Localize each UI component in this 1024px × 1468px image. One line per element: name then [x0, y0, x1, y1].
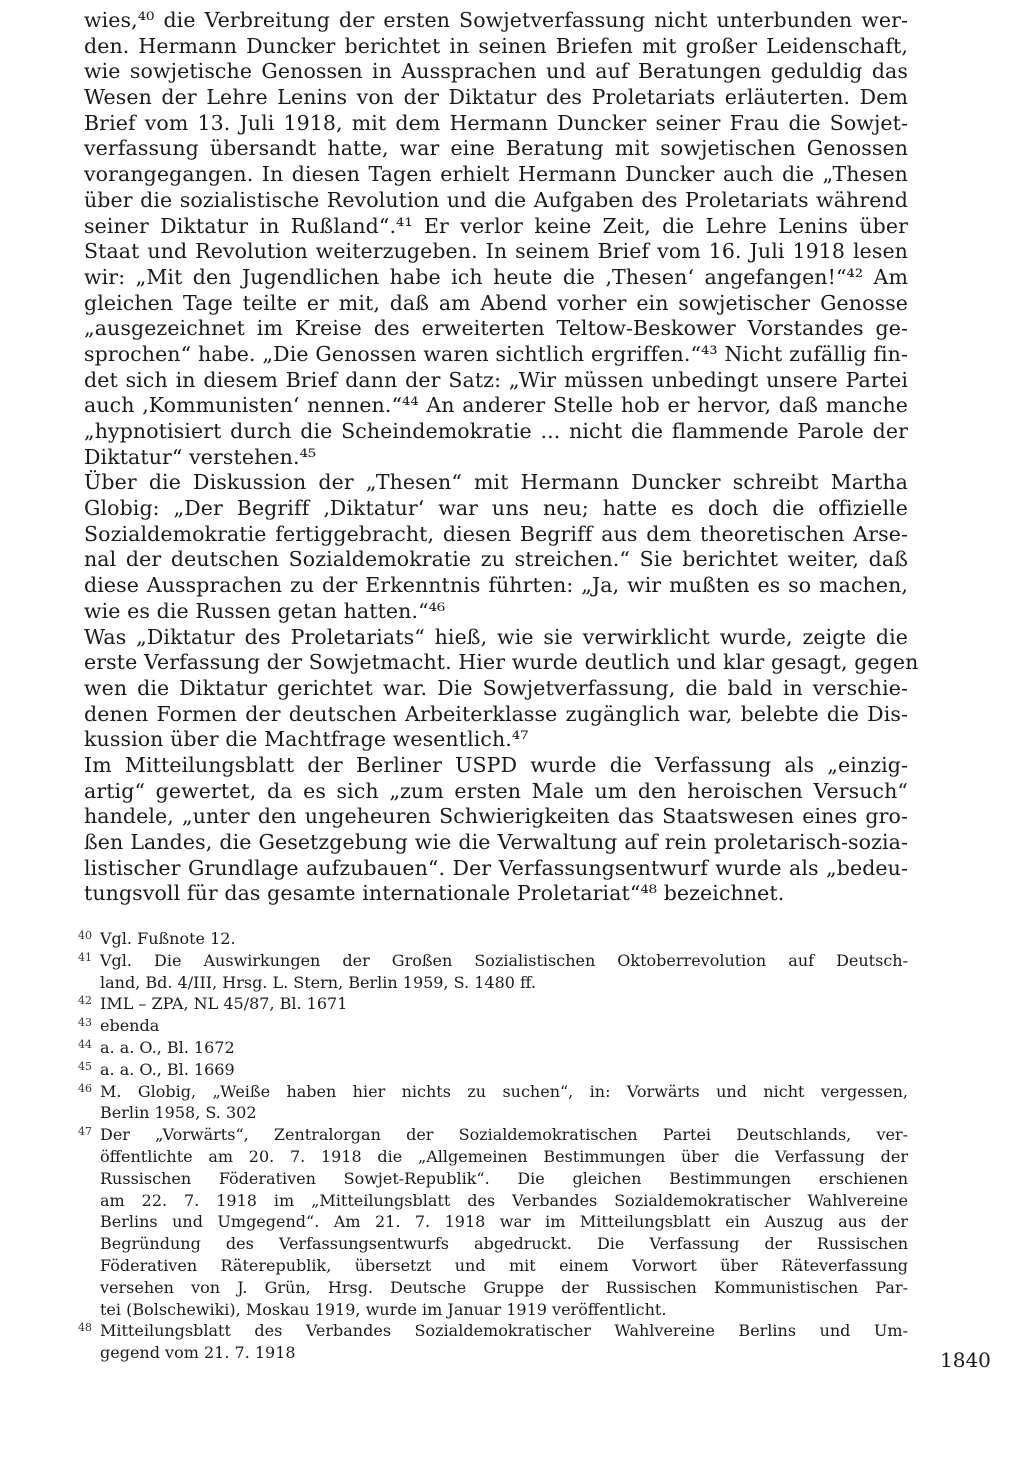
paragraph: [84, 470, 908, 624]
footnote-number: 44: [78, 1037, 92, 1051]
text-line: wie sowjetische Genossen in Aussprachen und auf Beratungen geduldig das: [84, 59, 908, 84]
page-number: 1840: [940, 1348, 991, 1372]
footnote-line: öffentlichte am 20. 7. 1918 die „Allgemeinen Bestimmungen über die Verfassung der: [100, 1146, 908, 1166]
footnote-line: Mitteilungsblatt des Verbandes Sozialdemokratischer Wahlvereine Berlins und Um-: [100, 1321, 908, 1341]
text-line: gleichen Tage teilte er mit, daß am Abend vorher ein sowjetischer Genosse: [84, 290, 908, 315]
paragraph: [84, 624, 919, 753]
text-line: Globig: „Der Begriff ‚Diktatur‘ war uns neu; hatte es doch die offizielle: [84, 496, 908, 521]
footnote-line: Der „Vorwärts“, Zentralorgan der Sozialdemokratischen Partei Deutschlands, ver-: [100, 1125, 908, 1145]
footnote-line: Begründung des Verfassungsentwurfs abgedruckt. Die Verfassung der Russischen: [100, 1234, 908, 1254]
text-line: vorangegangen. In diesen Tagen erhielt Hermann Duncker auch die „Thesen: [84, 162, 908, 187]
text-line: Was „Diktatur des Proletariats“ hieß, wie sie verwirklicht wurde, zeigte die: [84, 624, 908, 649]
footnote-number: 47: [78, 1125, 92, 1139]
footnote-line: land, Bd. 4/III, Hrsg. L. Stern, Berlin 1959, S. 1480 ff.: [100, 972, 536, 992]
text-line: auch ‚Kommunisten‘ nennen.“⁴⁴ An anderer Stelle hob er hervor, daß manche: [84, 393, 908, 418]
text-line: Brief vom 13. Juli 1918, mit dem Hermann Duncker seiner Frau die Sowjet-: [84, 110, 908, 135]
text-line: kussion über die Machtfrage wesentlich.⁴⁷: [84, 727, 529, 752]
footnote-text: [100, 1081, 908, 1125]
footnote-number: 43: [78, 1016, 92, 1030]
footnote-number: 42: [78, 994, 92, 1008]
text-line: „hypnotisiert durch die Scheindemokratie ... nicht die flammende Parole der: [84, 419, 908, 443]
footnote-text: [100, 950, 908, 994]
text-line: wies,⁴⁰ die Verbreitung der ersten Sowjetverfassung nicht unterbunden wer-: [84, 8, 908, 32]
text-line: ßen Landes, die Gesetzgebung wie die Verwaltung auf rein proletarisch-sozia-: [84, 830, 908, 854]
text-line: handele, „unter den ungeheuren Schwierigkeiten das Staatswesen eines gro-: [84, 804, 908, 829]
footnote-line: M. Globig, „Weiße haben hier nichts zu suchen“, in: Vorwärts und nicht vergessen,: [100, 1081, 908, 1101]
text-line: wen die Diktatur gerichtet war. Die Sowjetverfassung, die bald in verschie-: [84, 675, 908, 700]
footnote: [78, 1320, 908, 1364]
footnote-line: Föderativen Räterepublik, übersetzt und mit einem Vorwort über Räteverfassung: [100, 1255, 908, 1275]
text-line: Wesen der Lehre Lenins von der Diktatur des Proletariats erläuterten. Dem: [84, 85, 908, 110]
footnote-text: [100, 928, 908, 950]
text-line: Über die Diskussion der „Thesen“ mit Hermann Duncker schreibt Martha: [84, 470, 908, 495]
text-line: tungsvoll für das gesamte internationale Proletariat“⁴⁸ bezeichnet.: [84, 881, 785, 906]
text-line: artig“ gewertet, da es sich „zum ersten Male um den heroischen Versuch“: [84, 778, 908, 803]
footnote-text: [100, 1059, 908, 1081]
footnote: [78, 1037, 908, 1059]
footnote-number: 40: [78, 929, 92, 942]
text-line: nal der deutschen Sozialdemokratie zu streichen.“ Sie berichtet weiter, daß: [84, 547, 908, 572]
footnote-number: 46: [78, 1081, 92, 1095]
footnote-line: Berlins und Umgegend“. Am 21. 7. 1918 war im Mitteilungsblatt ein Auszug aus der: [100, 1212, 908, 1232]
footnote-line: Russischen Föderativen Sowjet-Republik“. Die gleichen Bestimmungen erschienen: [100, 1168, 908, 1188]
footnote-line: Vgl. Die Auswirkungen der Großen Sozialistischen Oktoberrevolution auf Deutsch-: [100, 950, 908, 970]
footnote: [78, 1059, 908, 1081]
footnote-text: [100, 993, 908, 1015]
footnote-line: Vgl. Fußnote 12.: [100, 929, 236, 948]
footnote-text: [100, 1124, 908, 1320]
text-line: erste Verfassung der Sowjetmacht. Hier wurde deutlich und klar gesagt, gegen: [84, 650, 919, 675]
footnote-line: a. a. O., Bl. 1669: [100, 1059, 235, 1079]
footnote-number: 41: [78, 950, 92, 964]
footnote: [78, 1015, 908, 1037]
footnote: [78, 993, 908, 1015]
footnote-line: tei (Bolschewiki), Moskau 1919, wurde im Januar 1919 veröffentlicht.: [100, 1299, 667, 1319]
footnote-number: 48: [78, 1321, 92, 1335]
text-line: Staat und Revolution weiterzugeben. In seinem Brief vom 16. Juli 1918 lesen: [84, 239, 908, 264]
footnote-line: Berlin 1958, S. 302: [100, 1103, 257, 1123]
footnote: [78, 950, 908, 994]
text-line: denen Formen der deutschen Arbeiterklasse zugänglich war, belebte die Dis-: [84, 701, 908, 726]
footnotes: [78, 928, 908, 1364]
text-line: „ausgezeichnet im Kreise des erweiterten Teltow-Beskower Vorstandes ge-: [84, 316, 908, 341]
footnote: [78, 1081, 908, 1125]
text-line: Diktatur“ verstehen.⁴⁵: [84, 444, 317, 469]
text-line: listischer Grundlage aufzubauen“. Der Verfassungsentwurf wurde als „bedeu-: [84, 855, 908, 880]
footnote-line: versehen von J. Grün, Hrsg. Deutsche Gruppe der Russischen Kommunistischen Par-: [100, 1277, 908, 1297]
text-line: wie es die Russen getan hatten.“⁴⁶: [84, 598, 446, 623]
text-line: verfassung übersandt hatte, war eine Beratung mit sowjetischen Genossen: [84, 136, 908, 161]
paragraph: [84, 8, 908, 470]
paragraph: [84, 753, 908, 907]
footnote-text: [100, 1037, 908, 1059]
footnote-number: 45: [78, 1059, 92, 1073]
footnote: [78, 928, 908, 950]
footnote-text: [100, 1015, 908, 1037]
text-line: Sozialdemokratie fertiggebracht, diesen Begriff aus dem theoretischen Arse-: [84, 521, 908, 546]
footnote-line: a. a. O., Bl. 1672: [100, 1037, 235, 1057]
text-line: wir: „Mit den Jugendlichen habe ich heute die ‚Thesen‘ angefangen!“⁴² Am: [84, 264, 908, 289]
text-line: den. Hermann Duncker berichtet in seinen Briefen mit großer Leidenschaft,: [84, 33, 908, 58]
text-line: Im Mitteilungsblatt der Berliner USPD wurde die Verfassung als „einzig-: [84, 752, 908, 777]
main-text: [84, 8, 919, 907]
footnote: [78, 1124, 908, 1320]
text-line: diese Aussprachen zu der Erkenntnis führten: „Ja, wir mußten es so machen,: [84, 573, 908, 598]
text-line: seiner Diktatur in Rußland“.⁴¹ Er verlor keine Zeit, die Lehre Lenins über: [84, 213, 908, 238]
footnote-line: ebenda: [100, 1016, 160, 1036]
footnote-line: gegend vom 21. 7. 1918: [100, 1343, 296, 1363]
footnote-line: am 22. 7. 1918 im „Mitteilungsblatt des Verbandes Sozialdemokratischer Wahlvereine: [100, 1190, 908, 1210]
footnote-line: IML – ZPA, NL 45/87, Bl. 1671: [100, 994, 348, 1014]
text-line: sprochen“ habe. „Die Genossen waren sichtlich ergriffen.“⁴³ Nicht zufällig fin-: [84, 341, 908, 366]
footnote-text: [100, 1320, 908, 1364]
text-line: det sich in diesem Brief dann der Satz: „Wir müssen unbedingt unsere Partei: [84, 367, 908, 392]
text-line: über die sozialistische Revolution und die Aufgaben des Proletariats während: [84, 187, 908, 212]
